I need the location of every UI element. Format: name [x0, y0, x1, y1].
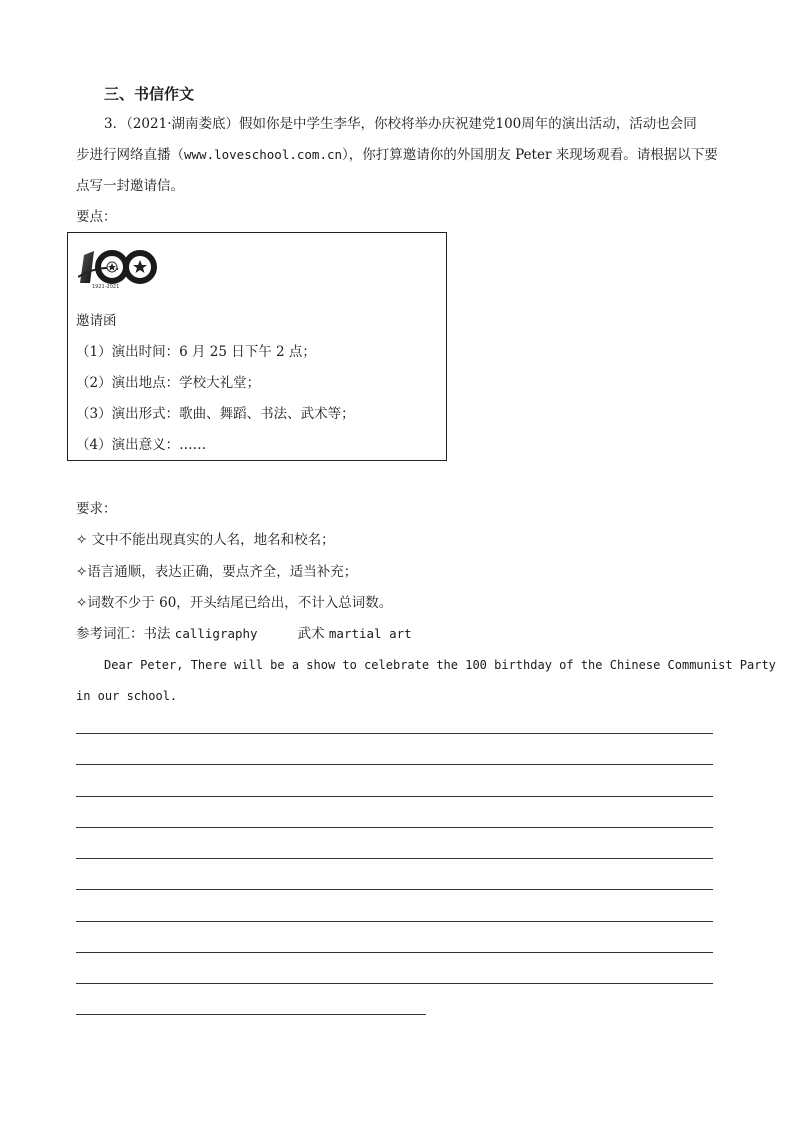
writing-line-short[interactable]: [76, 1014, 426, 1015]
logo-years: 1921-2021: [92, 284, 120, 289]
writing-line[interactable]: [76, 983, 713, 984]
writing-line[interactable]: [76, 827, 713, 828]
invitation-box: [67, 232, 447, 461]
section-title: 三、书信作文: [104, 85, 195, 103]
invitation-item-3: （3）演出形式：歌曲、舞蹈、书法、武术等；: [76, 406, 355, 422]
question-line-2-post: ），你打算邀请你的外国朋友 Peter 来现场观看。请根据以下要: [342, 147, 718, 163]
question-url: www.loveschool.com.cn: [184, 147, 343, 162]
reference-term2-en: martial art: [328, 626, 412, 641]
invitation-heading: 邀请函: [76, 313, 117, 329]
requirement-item-1: ✧ 文中不能出现真实的人名，地名和校名；: [76, 532, 335, 548]
writing-line[interactable]: [76, 921, 713, 922]
requirements-label: 要求：: [76, 501, 117, 517]
reference-term1-en: calligraphy: [174, 626, 258, 641]
question-line-2-pre: 步进行网络直播（: [76, 147, 184, 163]
writing-line[interactable]: [76, 889, 713, 890]
reference-label: 参考词汇：: [76, 626, 144, 642]
letter-line-2: in our school.: [76, 689, 178, 703]
invitation-item-4: （4）演出意义：……: [76, 437, 207, 453]
requirement-item-3: ✧词数不少于 60，开头结尾已给出，不计入总词数。: [76, 595, 393, 611]
question-line-1: 3．（2021·湖南娄底）假如你是中学生李华，你校将举办庆祝建党100周年的演出活动，活动也会同: [104, 116, 697, 132]
writing-line[interactable]: [76, 952, 713, 953]
writing-line[interactable]: [76, 733, 713, 734]
reference-term1-cn: 书法: [143, 626, 171, 642]
centenary-logo-icon: [78, 247, 158, 289]
requirement-item-2: ✧语言通顺，表达正确，要点齐全，适当补充；: [76, 564, 358, 580]
letter-line-1: Dear Peter, There will be a show to celebrate the 100 birthday of the Chinese Communist Party: [104, 658, 776, 672]
invitation-item-2: （2）演出地点：学校大礼堂；: [76, 375, 261, 391]
writing-line[interactable]: [76, 764, 713, 765]
question-line-3: 点写一封邀请信。: [76, 178, 184, 194]
writing-line[interactable]: [76, 796, 713, 797]
reference-term2-cn: 武术: [297, 626, 325, 642]
invitation-item-1: （1）演出时间：6 月 25 日下午 2 点；: [76, 344, 316, 360]
points-label: 要点：: [76, 209, 117, 225]
question-line-2: [76, 145, 718, 165]
reference-vocab: [76, 624, 412, 644]
writing-line[interactable]: [76, 858, 713, 859]
